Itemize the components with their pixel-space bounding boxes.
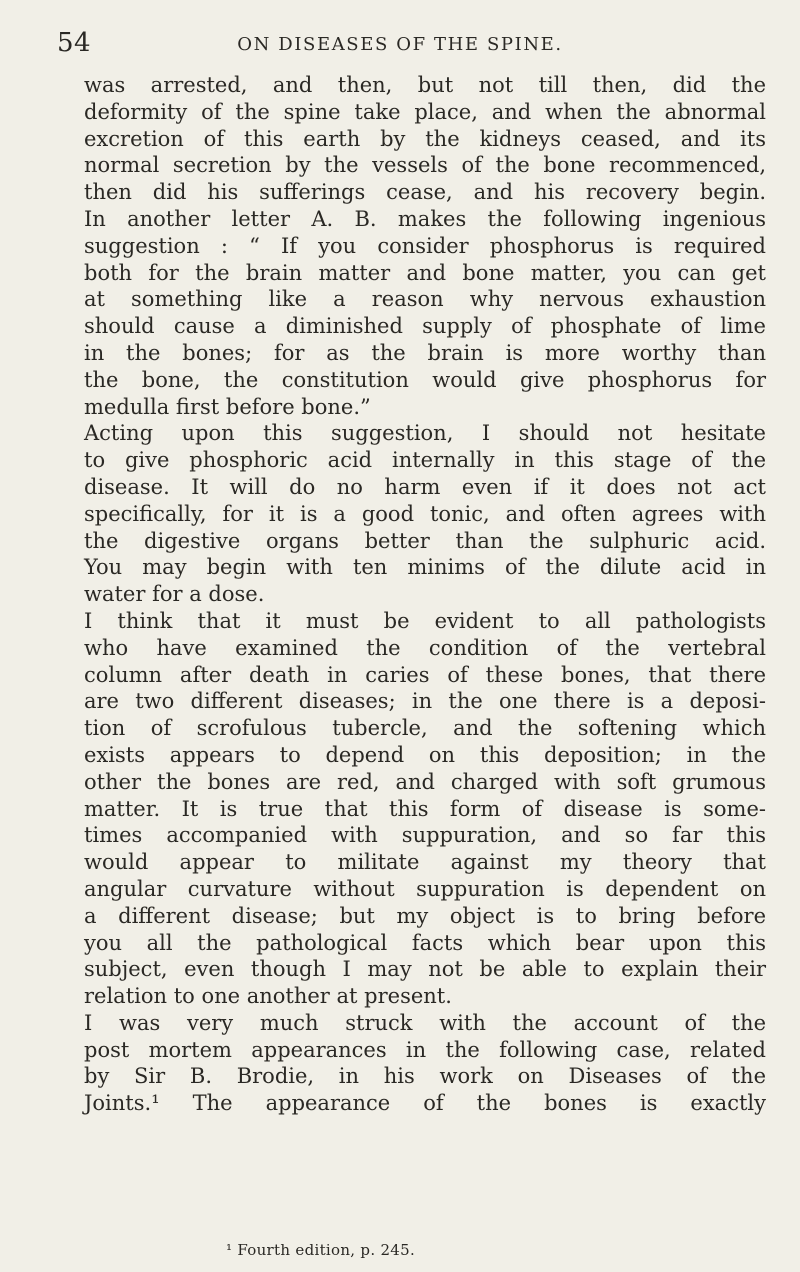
text-line: would appear to militate against my theory that xyxy=(84,850,766,875)
text-line: both for the brain matter and bone matter, you can get xyxy=(84,260,766,285)
text-line: exists appears to depend on this deposition; in the xyxy=(84,742,766,767)
text-line: was arrested, and then, but not till then, did the xyxy=(84,73,766,97)
text-line: Acting upon this suggestion, I should not hesitate xyxy=(84,421,766,446)
text-line: post mortem appearances in the following case, related xyxy=(84,1037,766,1062)
footnote: ¹ Fourth edition, p. 245. xyxy=(226,1241,416,1259)
text-line: I was very much struck with the account of the xyxy=(84,1010,766,1035)
text-line: column after death in caries of these bones, that there xyxy=(84,662,766,687)
text-line: at something like a reason why nervous exhaustion xyxy=(84,287,766,312)
text-line: relation to one another at present. xyxy=(84,984,452,1009)
text-line: water for a dose. xyxy=(84,582,265,607)
text-line: other the bones are red, and charged with soft grumous xyxy=(84,769,766,794)
text-line: angular curvature without suppuration is dependent on xyxy=(84,876,766,901)
text-line: Joints.¹ The appearance of the bones is exactly xyxy=(84,1091,766,1116)
text-line: by Sir B. Brodie, in his work on Diseases of the xyxy=(84,1064,766,1089)
running-title: ON DISEASES OF THE SPINE. xyxy=(237,34,563,55)
text-line: the bone, the constitution would give phosphorus for xyxy=(84,367,766,392)
text-line: then did his sufferings cease, and his recovery begin. xyxy=(84,180,766,205)
text-line: In another letter A. B. makes the following ingenious xyxy=(84,206,766,231)
text-line: excretion of this earth by the kidneys ceased, and its xyxy=(84,126,766,151)
text-line: should cause a diminished supply of phosphate of lime xyxy=(84,314,766,339)
text-line: deformity of the spine take place, and when the abnormal xyxy=(84,99,766,124)
text-line: you all the pathological facts which bear upon this xyxy=(84,930,766,955)
text-line: a different disease; but my object is to bring before xyxy=(84,903,766,928)
text-line: You may begin with ten minims of the dilute acid in xyxy=(84,555,766,580)
text-line: medulla first before bone.” xyxy=(84,394,371,419)
text-line: suggestion : “ If you consider phosphorus is required xyxy=(84,233,766,258)
text-line: to give phosphoric acid internally in this stage of the xyxy=(84,448,766,473)
text-line: specifically, for it is a good tonic, and often agrees with xyxy=(84,501,766,526)
page-number: 54 xyxy=(57,28,92,58)
text-line: who have examined the condition of the vertebral xyxy=(84,635,766,660)
text-line: I think that it must be evident to all pathologists xyxy=(84,608,766,633)
text-line: tion of scrofulous tubercle, and the softening which xyxy=(84,716,766,741)
text-line: matter. It is true that this form of disease is some- xyxy=(84,796,766,821)
text-line: times accompanied with suppuration, and so far this xyxy=(84,823,766,848)
text-line: normal secretion by the vessels of the bone recommenced, xyxy=(84,153,766,178)
page-header xyxy=(0,28,800,62)
text-line: disease. It will do no harm even if it does not act xyxy=(84,474,766,499)
body-text xyxy=(84,72,766,1117)
text-line: in the bones; for as the brain is more worthy than xyxy=(84,340,766,365)
text-line: the digestive organs better than the sulphuric acid. xyxy=(84,528,766,553)
text-line: subject, even though I may not be able to explain their xyxy=(84,957,766,982)
text-line: are two different diseases; in the one there is a deposi- xyxy=(84,689,766,714)
